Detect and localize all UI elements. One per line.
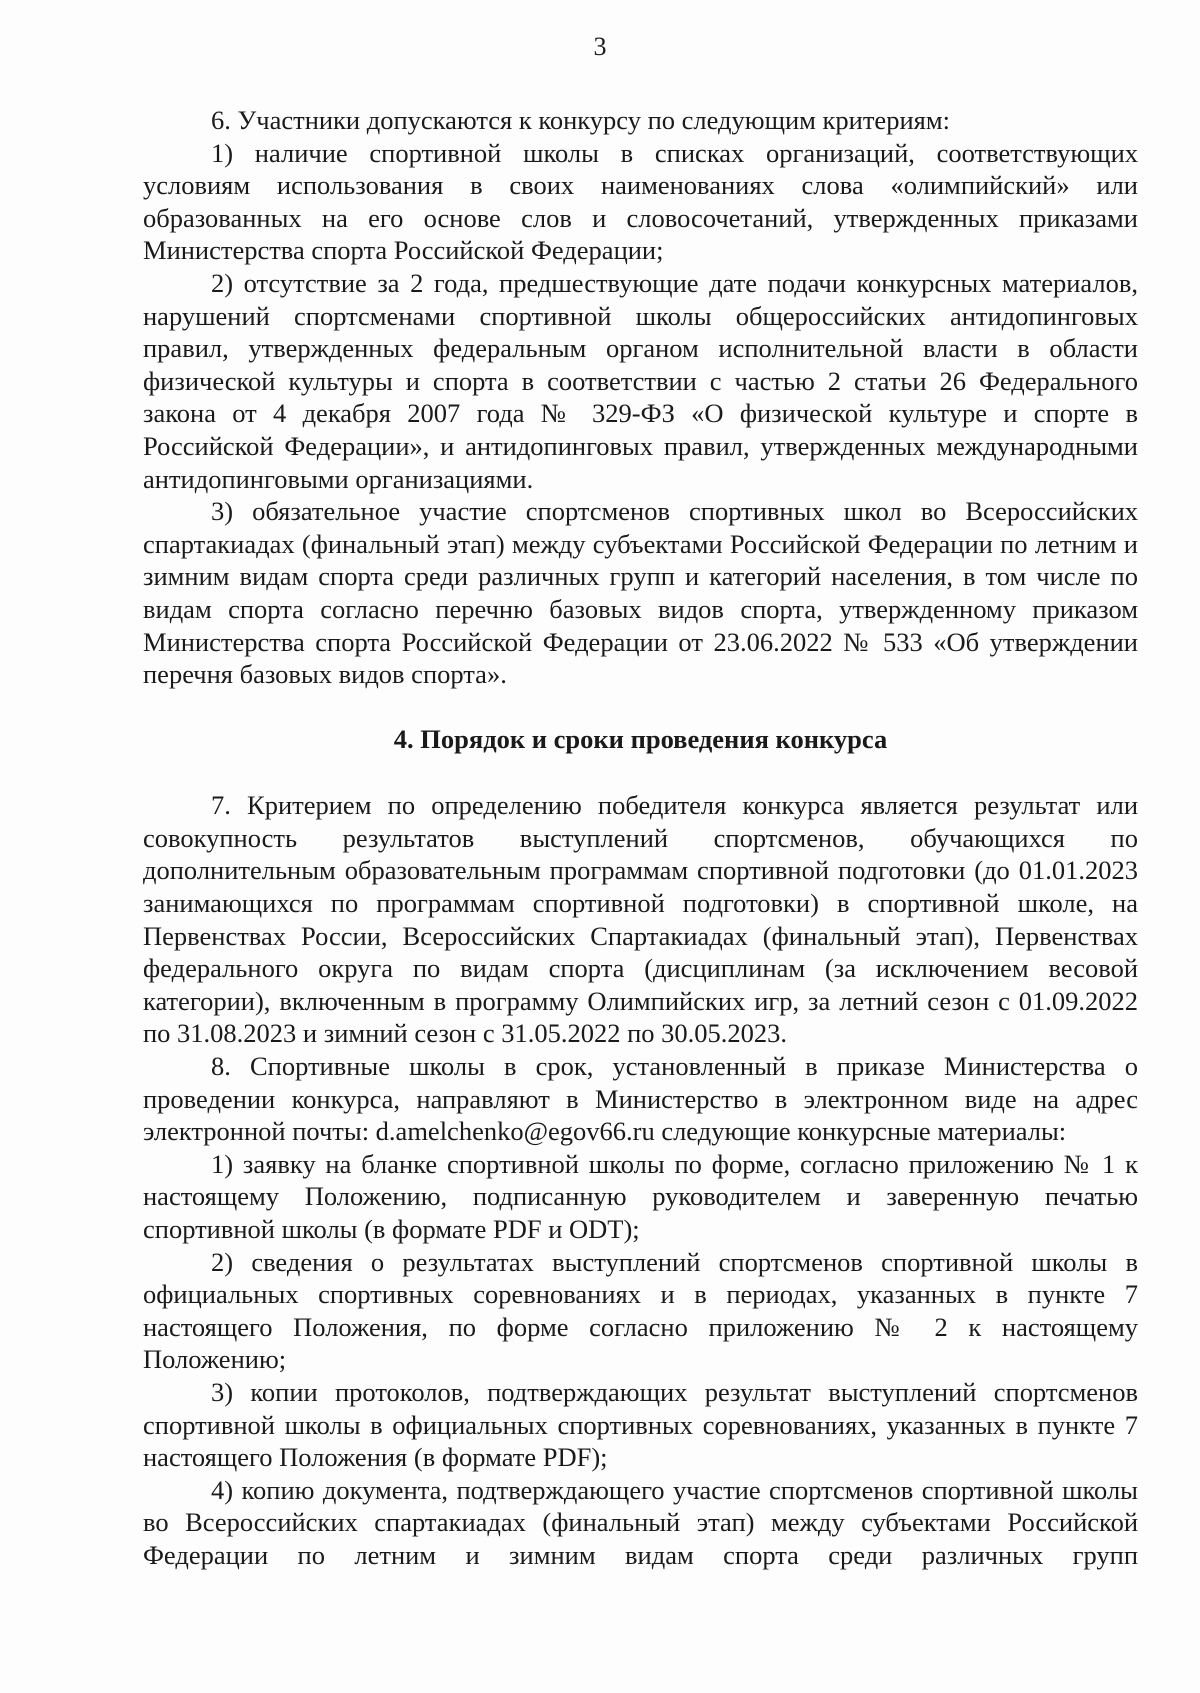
page-number: 3 — [593, 32, 607, 61]
paragraph-criterion-1: 1) наличие спортивной школы в списках организаций, соответствующих условиям использования в своих наименованиях слова «олимпийский» или образованных на его основе слов и словосочетаний, утвержденных приказами Министерства спорта Российской Федерации; — [143, 137, 1138, 266]
paragraph-criterion-3: 3) обязательное участие спортсменов спортивных школ во Всероссийских спартакиадах (финальный этап) между субъектами Российской Федерации по летним и зимним видам спорта среди различных групп и категорий населения, в том числе по видам спорта согласно перечню базовых видов спорта, утвержденному приказом Министерства спорта Российской Федерации от 23.06.2022 № 533 «Об утверждении перечня базовых видов спорта». — [143, 496, 1138, 690]
paragraph-material-3: 3) копии протоколов, подтверждающих результат выступлений спортсменов спортивной школы в официальных спортивных соревнованиях, указанных в пункте 7 настоящего Положения (в формате PDF); — [143, 1376, 1138, 1473]
paragraph-material-4: 4) копию документа, подтверждающего участие спортсменов спортивной школы во Всероссийских спартакиадах (финальный этап) между субъектами Российской Федерации по летним и зимним видам спорта среди различных групп — [143, 1474, 1138, 1570]
paragraph-item-7: 7. Критерием по определению победителя конкурса является результат или совокупность результатов выступлений спортсменов, обучающихся по дополнительным образовательным программам спортивной подготовки (до 01.01.2023 занимающихся по программам спортивной подготовки) в спортивной школе, на Первенствах России, Всероссийских Спартакиадах (финальный этап), Первенствах федерального округа по видам спорта (дисциплинам (за исключением весовой категории), включенным в программу Олимпийских игр, за летний сезон с 01.09.2022 по 31.08.2023 и зимний сезон с 31.05.2022 по 30.05.2023. — [143, 790, 1138, 1049]
section-heading: 4. Порядок и сроки проведения конкурса — [393, 723, 888, 754]
paragraph-item-8: 8. Спортивные школы в срок, установленный в приказе Министерства о проведении конкурса, направляют в Министерство в электронном виде на адрес электронной почты: d.amelchenko@egov66.ru следующие конкурсные материалы: — [143, 1051, 1138, 1147]
document-body — [143, 104, 1138, 1572]
paragraph-material-2: 2) сведения о результатах выступлений спортсменов спортивной школы в официальных спортивных соревнованиях и в периодах, указанных в пункте 7 настоящего Положения, по форме согласно приложению № 2 к настоящему Положению; — [143, 1246, 1138, 1375]
paragraph-material-1: 1) заявку на бланке спортивной школы по форме, согласно приложению № 1 к настоящему Положению, подписанную руководителем и заверенную печатью спортивной школы (в формате PDF и ODT); — [143, 1148, 1138, 1244]
paragraph-criterion-2: 2) отсутствие за 2 года, предшествующие дате подачи конкурсных материалов, нарушений спортсменами спортивной школы общероссийских антидопинговых правил, утвержденных федеральным органом исполнительной власти в области физической культуры и спорта в соответствии с частью 2 статьи 26 Федерального закона от 4 декабря 2007 года № 329-ФЗ «О физической культуре и спорте в Российской Федерации», и антидопинговых правил, утвержденных международными антидопинговыми организациями. — [143, 267, 1138, 494]
paragraph-criteria-intro: 6. Участники допускаются к конкурсу по следующим критериям: — [211, 105, 950, 135]
